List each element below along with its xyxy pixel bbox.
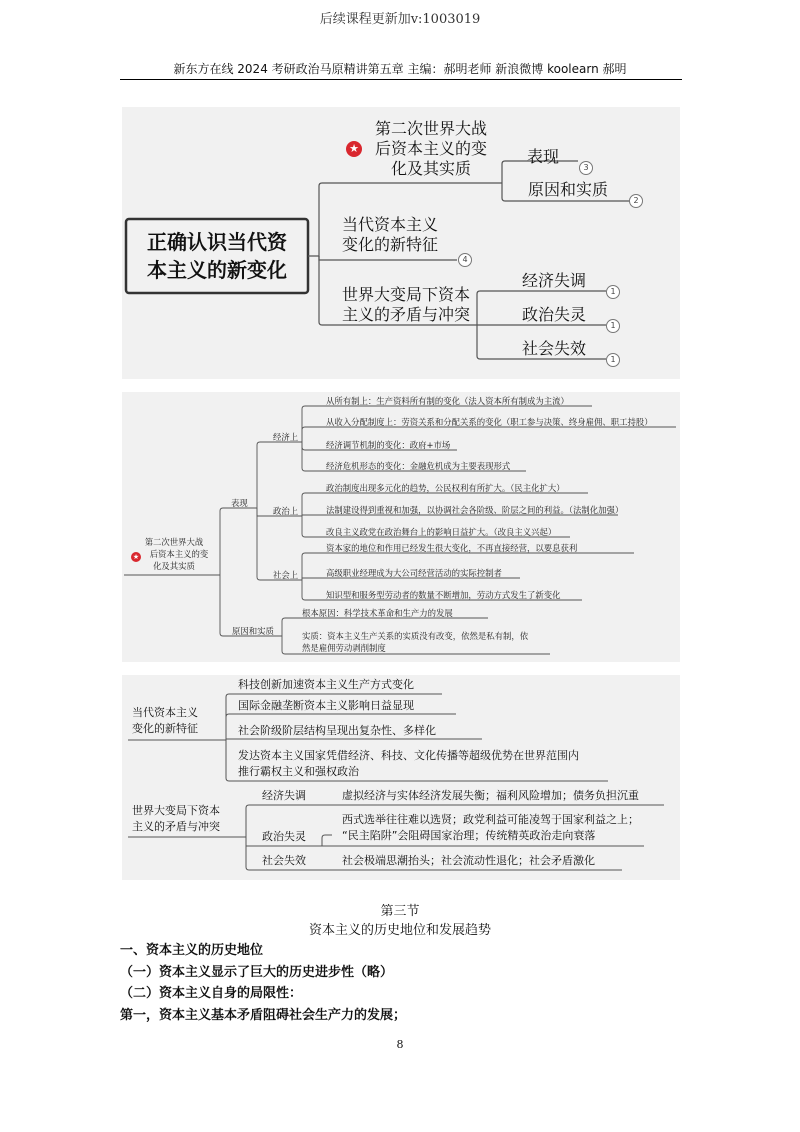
society-item: 高级职业经理成为大公司经营活动的实际控制者 <box>326 568 502 578</box>
root-line: 化及其实质 <box>153 561 195 571</box>
conflict-line: 西式选举往往难以选贤；政党利益可能凌驾于国家利益之上； <box>342 813 639 826</box>
branch-postwar-changes <box>366 119 496 179</box>
reason-line: 实质：资本主义生产关系的实质没有改变，依然是私有制，依 <box>302 631 529 641</box>
node-social-ineffectiveness: 社会失效 <box>262 854 306 867</box>
count-badge: 1 <box>606 353 620 367</box>
feature-line: 推行霸权主义和强权政治 <box>238 765 359 778</box>
branch-line: 主义的矛盾与冲突 <box>342 305 471 324</box>
economy-item: 从所有制上：生产资料所有制的变化（法人资本所有制成为主流） <box>326 396 569 406</box>
root-line: 本主义的新变化 <box>147 258 287 282</box>
page-number: 8 <box>396 1038 404 1051</box>
branch-line: 化及其实质 <box>390 159 471 178</box>
root-line: 变化的新特征 <box>132 722 198 735</box>
root-line: 第二次世界大战 <box>144 537 204 547</box>
root-line: 正确认识当代资 <box>147 230 287 254</box>
branch-contradictions <box>342 285 470 325</box>
node-manifestation: 表现 <box>527 147 560 166</box>
feature-item: 国际金融垄断资本主义影响日益显现 <box>238 699 414 712</box>
economy-item: 从收入分配制度上：劳资关系和分配关系的变化（职工参与决策、终身雇佣、职工持股） <box>326 417 653 427</box>
mindmap-features-conflicts <box>122 675 680 880</box>
conflict-detail: 虚拟经济与实体经济发展失衡；福利风险增加；债务负担沉重 <box>342 789 639 802</box>
count-badge: 4 <box>458 253 472 267</box>
features-root <box>132 705 198 737</box>
node-social: 社会上 <box>273 570 299 580</box>
mindmap-overview <box>122 107 680 379</box>
economy-item: 经济调节机制的变化：政府+市场 <box>326 440 451 450</box>
star-icon: ★ <box>346 141 362 157</box>
detail-root <box>130 536 218 572</box>
mindmap-postwar-detail <box>122 392 680 662</box>
node-cause-and-essence: 原因和实质 <box>528 180 609 199</box>
feature-line: 发达资本主义国家凭借经济、科技、文化传播等超级优势在世界范围内 <box>238 749 579 762</box>
node-economic: 经济上 <box>273 432 299 442</box>
feature-item: 社会阶级阶层结构呈现出复杂性、多样化 <box>238 724 436 737</box>
running-header: 新东方在线 2024 考研政治马原精讲第五章 主编：郝明老师 新浪微博 koolearn 郝明 <box>173 62 627 76</box>
count-badge: 1 <box>606 285 620 299</box>
root-line: 主义的矛盾与冲突 <box>132 820 220 833</box>
branch-new-features <box>342 215 438 255</box>
section-title: 资本主义的历史地位和发展趋势 <box>308 923 491 938</box>
branch-line: 当代资本主义 <box>342 215 439 234</box>
politics-item: 政治制度出现多元化的趋势，公民权利有所扩大。（民主化扩大） <box>326 483 565 493</box>
branch-line: 变化的新特征 <box>342 235 439 254</box>
reason-item: 根本原因：科学技术革命和生产力的发展 <box>302 608 453 618</box>
branch-line: 世界大变局下资本 <box>342 285 471 304</box>
branch-line: 后资本主义的变 <box>374 139 487 158</box>
root-line: 当代资本主义 <box>132 706 198 719</box>
conflict-line: “民主陷阱”会阻碍国家治理；传统精英政治走向衰落 <box>342 829 596 842</box>
root-line: 世界大变局下资本 <box>132 804 220 817</box>
node-political: 政治上 <box>273 506 299 516</box>
count-badge: 3 <box>579 161 593 175</box>
reason-item <box>302 630 528 654</box>
conflict-detail <box>342 812 639 844</box>
node-political-failure: 政治失灵 <box>522 305 587 324</box>
heading-level2: （二）资本主义自身的局限性： <box>120 986 303 1001</box>
politics-item: 法制建设得到重视和加强，以协调社会各阶级、阶层之间的利益。（法制化加强） <box>326 505 624 515</box>
society-item: 资本家的地位和作用已经发生很大变化，不再直接经营，以要息获利 <box>326 543 578 553</box>
feature-item: 科技创新加速资本主义生产方式变化 <box>238 678 414 691</box>
root-line: 后资本主义的变 <box>149 549 209 559</box>
heading-level1: 一、资本主义的历史地位 <box>120 943 264 958</box>
heading-level2: （一）资本主义显示了巨大的历史进步性（略） <box>120 965 394 980</box>
conflict-detail: 社会极端思潮抬头；社会流动性退化；社会矛盾激化 <box>342 854 595 867</box>
watermark-text: 后续课程更新加v:1003019 <box>319 12 481 27</box>
node-manifestation: 表现 <box>231 498 248 508</box>
star-icon: ★ <box>132 553 140 561</box>
feature-item <box>238 748 579 780</box>
node-economic-dysfunction: 经济失调 <box>522 271 587 290</box>
branch-line: 第二次世界大战 <box>374 119 487 138</box>
node-political-failure: 政治失灵 <box>262 830 306 843</box>
politics-item: 改良主义政党在政治舞台上的影响日益扩大。（改良主义兴起） <box>326 527 557 537</box>
mindmap-root <box>126 228 308 284</box>
header-rule <box>120 79 682 80</box>
economy-item: 经济危机形态的变化：金融危机成为主要表现形式 <box>326 461 511 471</box>
count-badge: 1 <box>606 319 620 333</box>
count-badge: 2 <box>629 194 643 208</box>
society-item: 知识型和服务型劳动者的数量不断增加，劳动方式发生了新变化 <box>326 590 561 600</box>
node-economic-dysfunction: 经济失调 <box>262 789 306 802</box>
node-cause-and-essence: 原因和实质 <box>232 626 274 636</box>
body-paragraph: 第一，资本主义基本矛盾阻碍社会生产力的发展； <box>120 1008 407 1023</box>
reason-line: 然是雇佣劳动剥削制度 <box>302 643 386 653</box>
node-social-ineffectiveness: 社会失效 <box>522 339 587 358</box>
section-label: 第三节 <box>380 904 420 919</box>
conflicts-root <box>132 803 220 835</box>
